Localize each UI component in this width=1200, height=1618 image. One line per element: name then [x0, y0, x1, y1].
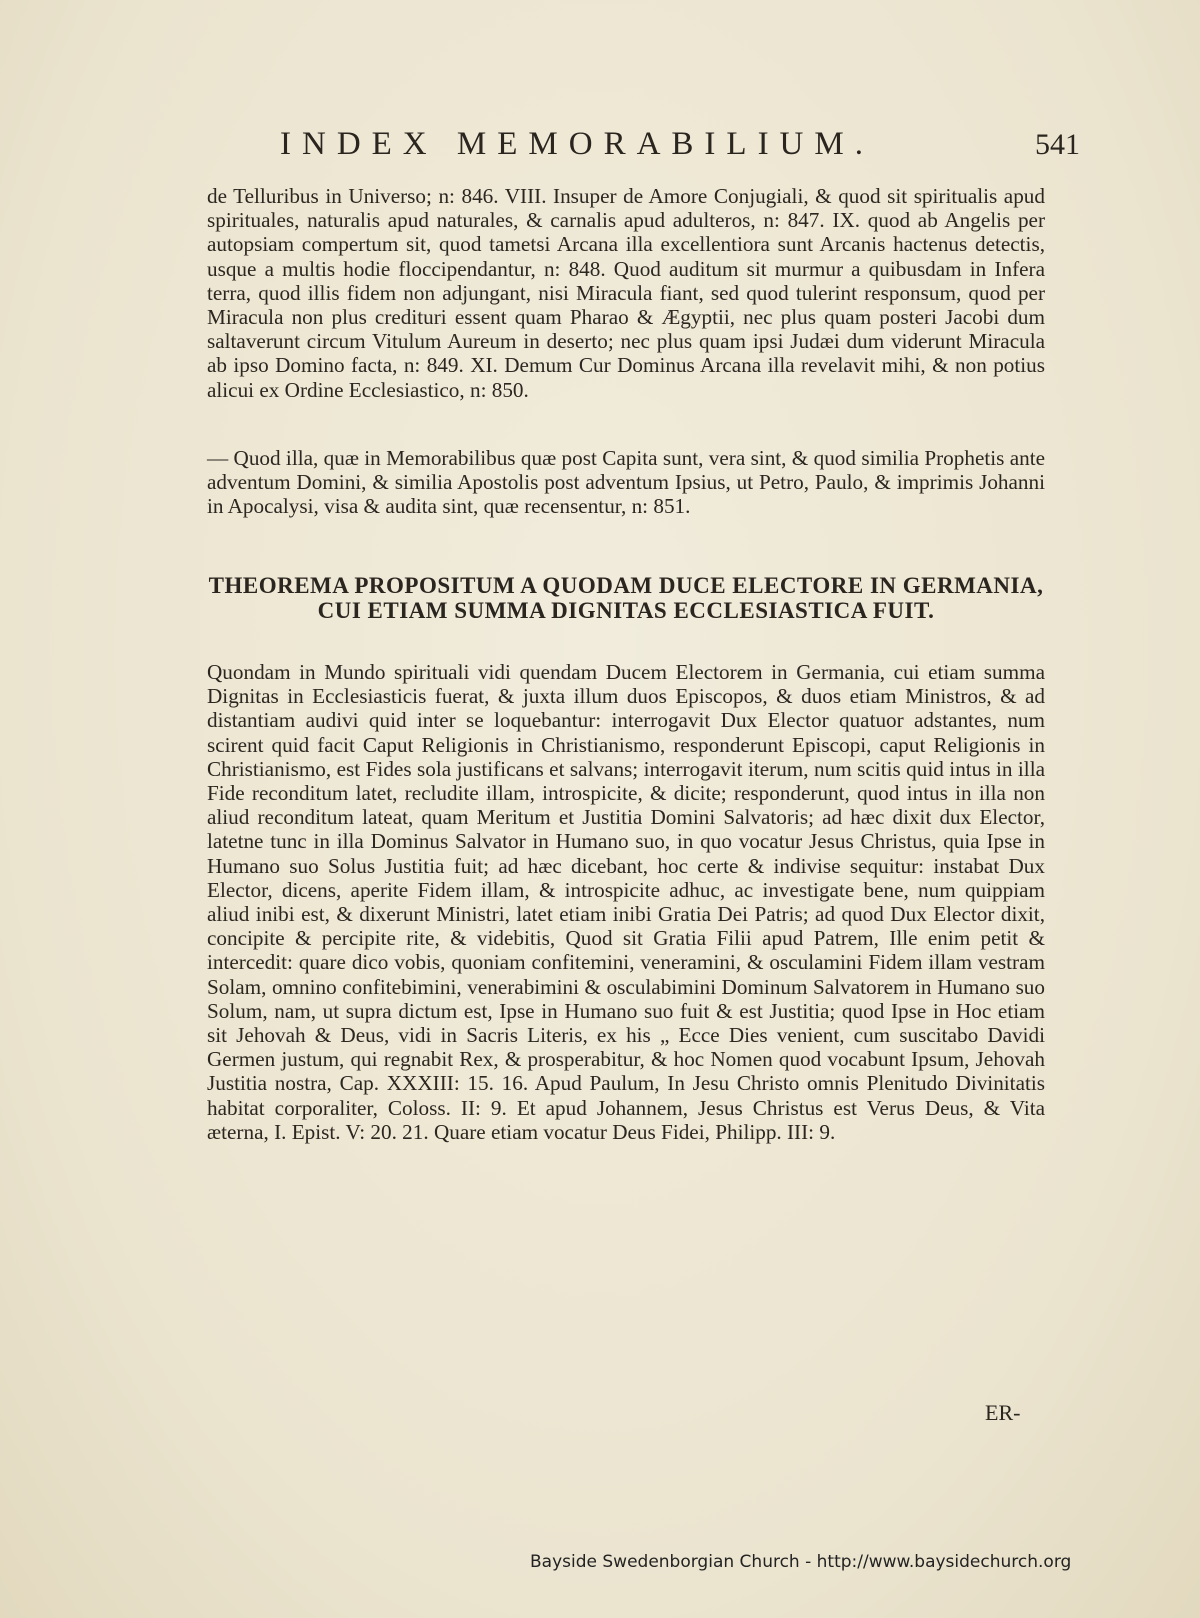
page-number: 541: [1035, 128, 1080, 161]
running-header: [280, 126, 1080, 163]
footer-credit: Bayside Swedenborgian Church - http://www.baysidechurch.org: [530, 1552, 1072, 1572]
index-entry-paragraph: — Quod illa, quæ in Memorabilibus quæ post Capita sunt, vera sint, & quod similia Prophetis ante adventum Domini, & similia Apostolis post adventum Ipsius, ut Petro, Paulo, & imprimis Johanni in Apocalysi, visa & audita sint, quæ recensentur, n: 851.: [207, 446, 1045, 519]
section-body: Quondam in Mundo spirituali vidi quendam Ducem Electorem in Germania, cui etiam summa Dignitas in Ecclesiasticis fuerat, & juxta illum duos Episcopos, & duos etiam Ministros, & ad distantiam audivi quid inter se loquebantur: interrogavit Dux Elector quatuor adstantes, num scirent quid facit Caput Religionis in Christianismo, responderunt Episcopi, caput Religionis in Christianismo, est Fides sola justificans et salvans; interrogavit iterum, num scitis quid intus in illa Fide reconditum latet, recludite illam, introspicite, & dicite; responderunt, quod intus in illa non aliud reconditum lateat, quam Meritum et Justitia Domini Salvatoris; ad hæc dixit dux Elector, latetne tunc in illa Dominus Salvator in Humano suo, in quo vocatur Jesus Christus, quia Ipse in Humano suo Solus Justitia fuit; ad hæc dicebant, hoc certe & indivise sequitur: instabat Dux Elector, dicens, aperite Fidem illam, & introspicite adhuc, ac investigate bene, num quippiam aliud inibi est, & dixerunt Ministri, latet etiam inibi Gratia Dei Patris; ad quod Dux Elector dixit, concipite & percipite rite, & videbitis, Quod sit Gratia Filii apud Patrem, Ille enim petit & intercedit: quare dico vobis, quoniam confitemini, veneramini, & osculamini Fidem illam vestram Solam, omnino confitebimini, venerabimini & osculabimini Dominum Salvatorem in Humano suo Solum, nam, ut supra dictum est, Ipse in Humano suo fuit & est Justitia; quod Ipse in Hoc etiam sit Jehovah & Deus, vidi in Sacris Literis, ex his „ Ecce Dies venient, cum suscitabo Davidi Germen justum, qui regnabit Rex, & prosperabitur, & hoc Nomen quod vocabunt Ipsum, Jehovah Justitia nostra, Cap. XXXIII: 15. 16. Apud Paulum, In Jesu Christo omnis Plenitudo Divinitatis habitat corporaliter, Coloss. II: 9. Et apud Johannem, Jesus Christus est Verus Deus, & Vita æterna, I. Epist. V: 20. 21. Quare etiam vocatur Deus Fidei, Philipp. III: 9.: [207, 660, 1045, 1144]
section-title: THEOREMA PROPOSITUM A QUODAM DUCE ELECTORE IN GERMANIA, CUI ETIAM SUMMA DIGNITAS ECCLESIASTICA FUIT.: [208, 573, 1044, 623]
header-title: INDEX MEMORABILIUM.: [280, 126, 874, 162]
continuation-paragraph: de Telluribus in Universo; n: 846. VIII. Insuper de Amore Conjugiali, & quod sit spiritualis apud spirituales, naturalis apud naturales, & carnalis apud adulteros, n: 847. IX. quod ab Angelis per autopsiam compertum sit, quod tametsi Arcana illa excellentiora sunt Arcanis hactenus detectis, usque a multis hodie floccipendantur, n: 848. Quod auditum sit murmur a quibusdam in Infera terra, quod illis fidem non adjungant, nisi Miracula fiant, sed quod tulerint responsum, quod per Miracula non plus credituri essent quam Pharao & Ægyptii, nec plus quam posteri Jacobi dum saltaverunt circum Vitulum Aureum in deserto; nec plus quam ipsi Judæi dum viderunt Miracula ab ipso Domino facta, n: 849. XI. Demum Cur Dominus Arcana illa revelavit mihi, & non potius alicui ex Ordine Ecclesiastico, n: 850.: [207, 184, 1045, 402]
catchword: ER-: [985, 1400, 1021, 1425]
